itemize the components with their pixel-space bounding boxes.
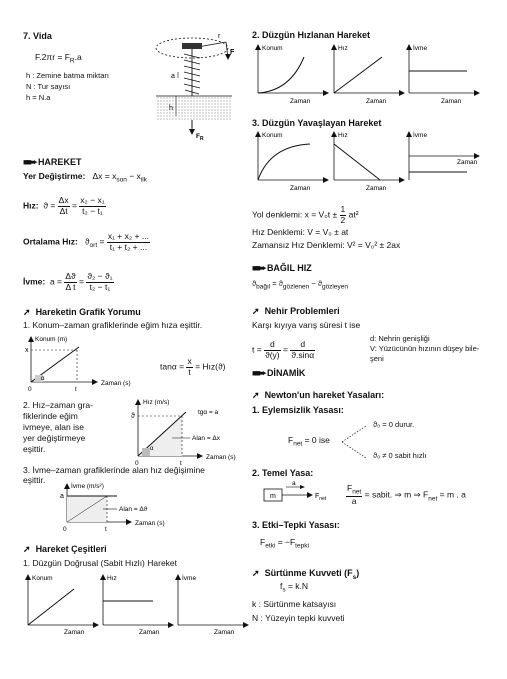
svg-text:Zaman: Zaman [457, 159, 478, 166]
nehir-formula: t = $\frac{d}{ϑ(y)}$ = $\frac{d}{ϑ.\sin\alpha}$ [252, 339, 315, 360]
eylemsizlik-cond: $F_{net} = 0$ ise [288, 435, 330, 448]
svg-text:t: t [180, 460, 182, 467]
grafik-yorumu-title: ➚ Hareketin Grafik Yorumu [23, 307, 141, 317]
vida-title: 7. Vida [23, 31, 52, 41]
svg-text:t: t [105, 526, 107, 533]
hareket-cesitleri-title: ➚ Hareket Çeşitleri [23, 544, 107, 554]
svg-text:h: h [169, 105, 173, 112]
g1-text: 1. Konum–zaman grafiklerinde eğim hıza eşittir. [23, 320, 203, 330]
hiz-denklemi: Hız Denklemi: V = V₀ ± at [252, 227, 349, 237]
yer-degistirme: Yer Değiştirme: $\Delta x = x_{son} - x_{ilk}$ [23, 171, 147, 184]
svg-text:r: r [218, 33, 221, 40]
vida-n-def: N : Tur sayısı [26, 82, 71, 91]
hareket-title: ■■➨ HAREKET [23, 157, 82, 167]
arrow-icon: ➚ [252, 306, 260, 316]
svg-text:Zaman: Zaman [366, 98, 387, 105]
hiz-formula: Hız: ϑ = $\frac{\Delta x}{\Delta t}$ = $\frac{\text{x₂ − x₁}}{\text{t₂ − t₁}}$ [23, 195, 105, 216]
g2-text: 2. Hız–zaman gra- fiklerinde eğim ivmeye, alan ise yer değiştirmeye eşittir. [23, 400, 93, 454]
svg-text:Hız (m/s): Hız (m/s) [143, 399, 170, 406]
svg-text:İvme: İvme [413, 132, 428, 139]
graph-dy-konum [254, 130, 330, 192]
nehir-defs: d: Nehrin genişliği V: Yüzücünün hızının düşey bile- şeni [370, 334, 480, 363]
svg-text:a: a [171, 73, 175, 80]
svg-text:α: α [150, 446, 154, 452]
s2-title: 2. Düzgün Hızlanan Hareket [252, 30, 371, 40]
etki-tepki-formula: $F_{etki} = -F_{tepki}$ [260, 537, 309, 550]
svg-text:a: a [60, 493, 64, 500]
svg-text:Zaman (s): Zaman (s) [135, 520, 165, 527]
arrow-icon: ➚ [23, 307, 31, 317]
g3-text: 3. İvme–zaman grafiklerinde alan hız değişimine eşittir. [23, 465, 205, 485]
svg-text:İvme: İvme [413, 45, 428, 52]
svg-text:Alan = Δx: Alan = Δx [192, 435, 221, 442]
temel-formula: $\frac{F_{net}}{a}$ = sabit. ⇒ m ⇒ $F_{net} = m$ . a [347, 483, 466, 507]
g1-t: t [75, 386, 77, 393]
g1-x: x [25, 347, 29, 354]
cesit-1-title: 1. Düzgün Doğrusal (Sabit Hızlı) Hareket [23, 558, 178, 568]
bullet-icon: ■■➨ [252, 263, 265, 273]
graph-dd-konum [24, 573, 100, 635]
arrow-icon: ➚ [23, 544, 31, 554]
bagil-hiz-title: ■■➨ BAĞIL HIZ [252, 263, 312, 273]
eylem-branch [340, 422, 370, 462]
svg-text:FR: $F_R$ [196, 133, 204, 142]
svg-text:Konum: Konum [262, 132, 283, 139]
g1-formula: tanα = $\frac{x}{t}$ = Hız(ϑ) [160, 356, 226, 377]
svg-text:Zaman: Zaman [290, 185, 311, 192]
zamansiz-hiz: Zamansız Hız Denklemi: V² = V₀² ± 2ax [252, 240, 401, 250]
screw-figure [148, 28, 238, 140]
yol-denklemi: Yol denklemi: x = V₀t ± $\frac{1}{2}$ at² [252, 204, 359, 225]
svg-text:İvme (m/s²): İvme (m/s²) [71, 483, 104, 490]
ortalama-hiz-formula: Ortalama Hız: $ϑ_{ort}$ = $\frac{\text{x₁ + x₂ + ...}}{\text{t₁ + t₂ + ...}}$ [23, 231, 149, 252]
svg-text:Konum: Konum [32, 575, 53, 582]
graph-dd-hiz [99, 573, 175, 635]
g1-xlabel: Zaman (s) [101, 380, 131, 387]
graph-dh-hiz [330, 43, 406, 105]
graph-dh-konum [254, 43, 330, 105]
nehir-text: Karşı kıyıya varış süresi t ise [252, 320, 361, 330]
svg-text:Zaman: Zaman [214, 629, 235, 636]
nehir-title: ➚ Nehir Problemleri [252, 306, 340, 316]
svg-text:0: 0 [63, 526, 67, 533]
svg-text:a: a [292, 480, 296, 487]
svg-text:tgα = a: tgα = a [198, 409, 219, 416]
bullet-icon: ■■➨ [252, 368, 265, 378]
eylemsizlik-title: 1. Eylemsizlik Yasası: [252, 405, 344, 415]
vida-formula: $F.2\pi r = F_R.a$ [35, 52, 82, 65]
svg-text:İvme: İvme [182, 575, 197, 582]
svg-text:F: F [230, 49, 235, 56]
ivme-formula: İvme: a = $\frac{\Delta ϑ}{\text{Δ t}}$ = $\frac{\text{ϑ₂ − ϑ₁}}{\text{t₂ − t₁}}$ [23, 271, 113, 292]
svg-text:Hız: Hız [338, 132, 348, 139]
arrow-icon: ➚ [252, 390, 260, 400]
konum-zaman-graph [23, 335, 153, 393]
eylem-v0-zero: ϑ₀ = 0 durur. [373, 420, 415, 429]
svg-text:m: m [270, 493, 276, 500]
svg-text:Zaman: Zaman [290, 98, 311, 105]
hiz-zaman-graph [128, 398, 248, 466]
svg-text:Hız: Hız [107, 575, 117, 582]
g1-o: 0 [28, 386, 32, 393]
vida-h-eq: h = N.a [26, 93, 51, 102]
g1-ylabel: Konum (m) [35, 336, 68, 343]
g1-alpha: α [41, 376, 45, 382]
arrow-icon: ➚ [252, 568, 260, 578]
svg-text:ϑ: ϑ [131, 413, 135, 420]
svg-text:Alan = Δϑ: Alan = Δϑ [119, 506, 148, 513]
surtunme-n-def: N : Yüzeyin tepki kuvveti [252, 613, 345, 623]
surtunme-formula: $f_s = k.N$ [280, 581, 309, 594]
svg-text:Zaman: Zaman [64, 629, 85, 636]
etki-tepki-title: 3. Etki–Tepki Yasası: [252, 520, 340, 530]
temel-box-figure [262, 481, 342, 503]
graph-dd-ivme [174, 573, 250, 635]
svg-text:Zaman: Zaman [366, 185, 387, 192]
graph-dy-hiz [330, 130, 406, 192]
surtunme-title: ➚ Sürtünme Kuvveti $(F_s)$ [252, 568, 360, 581]
newton-title: ➚ Newton'un hareket Yasaları: [252, 390, 385, 400]
dinamik-title: ■■➨ DİNAMİK [252, 368, 306, 378]
bagil-formula: $ϑ_{bağıl} = ϑ_{gözlenen} - ϑ_{gözleyen}$ [252, 279, 348, 291]
svg-text:Zaman (s): Zaman (s) [206, 454, 236, 461]
graph-dy-ivme [405, 130, 481, 192]
surtunme-k-def: k : Sürtünme katsayısı [252, 599, 337, 609]
temel-yasa-title: 2. Temel Yasa: [252, 468, 314, 478]
ivme-zaman-graph [55, 482, 175, 534]
svg-text:0: 0 [135, 460, 139, 467]
svg-text:Fnet: $F_{net}$ [315, 493, 327, 502]
eylem-v0-nonzero: ϑ₀ ≠ 0 sabit hızlı [373, 451, 427, 460]
vida-h-def: h : Zemine batma miktarı [26, 71, 109, 80]
svg-text:Zaman: Zaman [441, 98, 462, 105]
svg-text:Hız: Hız [338, 45, 348, 52]
bullet-icon: ■■➨ [23, 157, 36, 167]
svg-text:Konum: Konum [262, 45, 283, 52]
graph-dh-ivme [405, 43, 481, 105]
svg-text:Zaman: Zaman [139, 629, 160, 636]
s3-title: 3. Düzgün Yavaşlayan Hareket [252, 118, 382, 128]
